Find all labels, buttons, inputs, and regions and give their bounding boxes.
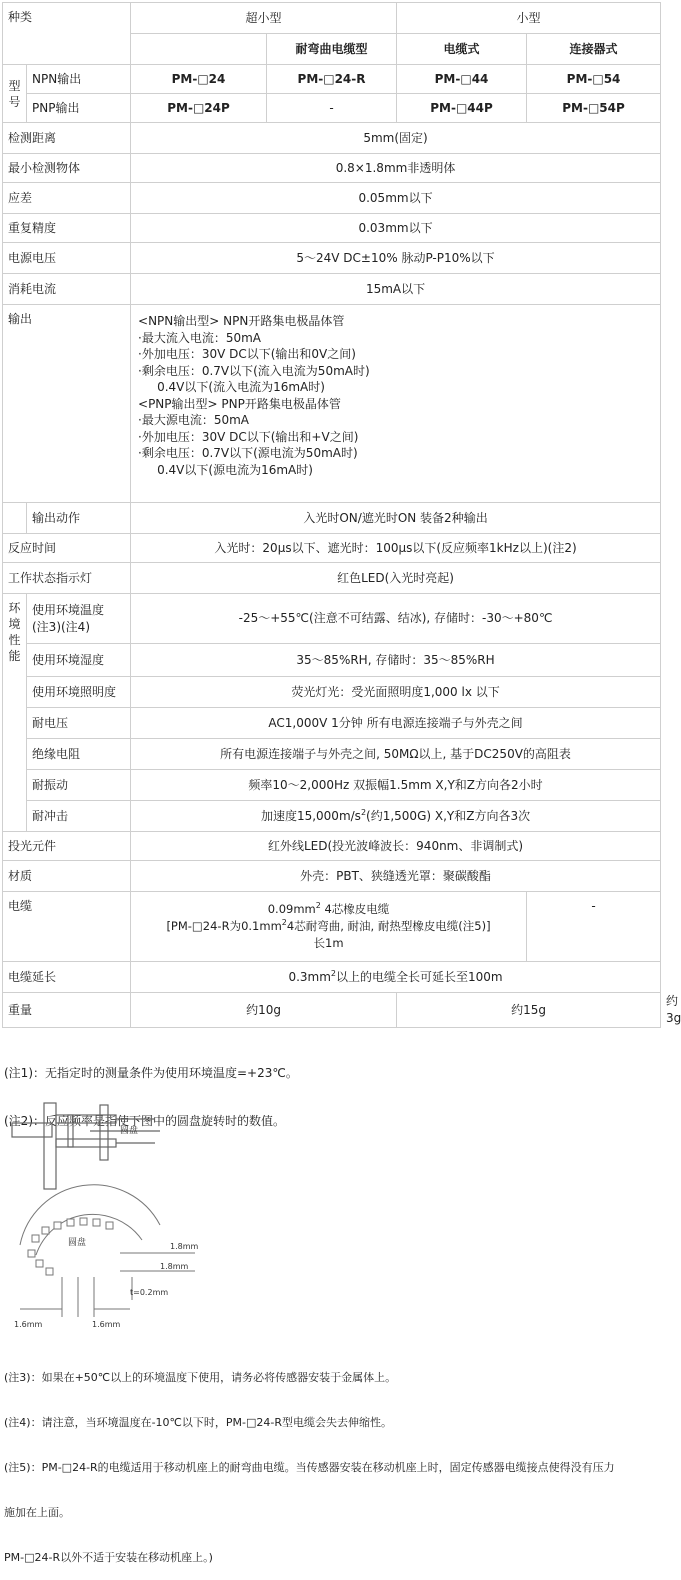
env-label: 环 境 性 能 [3,594,27,832]
model-npn-1: PM-□24 [131,65,267,94]
emitter-value: 红外线LED(投光波峰波长：940nm、非调制式) [131,832,661,861]
current-value: 15mA以下 [131,274,661,305]
dim-4: 1.6mm [14,1320,43,1329]
emitter-label: 投光元件 [3,832,131,861]
cable-value: $0.09mm^2$ 4芯橡皮电缆 [PM-□24-R为$0.1mm^24$芯耐弯曲, 耐油, 耐热型橡皮电缆(注5)] 长1m [131,892,527,962]
sensor-side-diagram [10,1075,220,1195]
illuminance-value: 荧光灯光：受光面照明度1,000 lx 以下 [131,677,661,708]
bend-cable-header: 耐弯曲电缆型 [267,34,397,65]
pnp-label: PNP输出 [27,94,131,123]
model-pnp-2: - [267,94,397,123]
material-value: 外壳：PBT、狭缝透光罩：聚碳酸酯 [131,861,661,892]
model-pnp-4: PM-□54P [527,94,661,123]
response-value: 入光时：20μs以下、遮光时：100μs以下(反应频率1kHz以上)(注2) [131,534,661,563]
repeatability-value: 0.03mm以下 [131,214,661,243]
min-object-value: 0.8×1.8mm非透明体 [131,154,661,183]
note-5-end: PM-□24-R以外不适于安装在移动机座上。) [4,1551,213,1564]
sensing-distance-value: 5mm(固定) [131,123,661,154]
extension-label: 电缆延长 [3,962,131,993]
hysteresis-label: 应差 [3,183,131,214]
kind-header: 种类 [3,3,131,65]
weight-ultra-small: 约10g [131,993,397,1028]
withstand-value: AC1,000V 1分钟 所有电源连接端子与外壳之间 [131,708,661,739]
npn-label: NPN输出 [27,65,131,94]
insulation-value: 所有电源连接端子与外壳之间, 50MΩ以上, 基于DC250V的高阻表 [131,739,661,770]
humidity-value: 35～85%RH, 存储时：35～85%RH [131,644,661,677]
hysteresis-value: 0.05mm以下 [131,183,661,214]
note-5-cont: 施加在上面。 [4,1506,70,1519]
cable-other: - [527,892,661,962]
withstand-label: 耐电压 [27,708,131,739]
material-label: 材质 [3,861,131,892]
note-2: (注2)：反应频率是指使下图中的圆盘旋转时的数值。 [4,1114,286,1128]
extension-value: $0.3mm^2$以上的电缆全长可延长至100m [131,962,661,993]
note-1: (注1)：无指定时的测量条件为使用环境温度=+23℃。 [4,1066,298,1080]
notes-bottom [4,1340,660,1580]
dim-1: 1.8mm [170,1242,199,1251]
disk-label-1: 圆盘 [120,1126,139,1136]
shock-label: 耐冲击 [27,801,131,832]
supply-voltage-label: 电源电压 [3,243,131,274]
note-4: (注4)：请注意，当环境温度在-10℃以下时，PM-□24-R型电缆会失去伸缩性。 [4,1416,392,1429]
spec-table: 种类 超小型 小型 耐弯曲电缆型 电缆式 连接器式 型 号 NPN输出 PM-□24 PM-□24-R PM-□44 PM-□54 PNP输出 PM-□24P - PM-□44P PM-□54P 检测距离 5mm(固定) 最小检测物体 0.8×1.8mm非透明体 应差 0.05mm以下 重复精度 0.03mm以下 电源电压 5～24V DC±10% 脉动P-P10%以下 消耗电流 15mA以下 输出 <NPN输出型> NPN开路集电极晶体管 ·最大流入电流：50mA ·外加电压：30V DC以下(输出和0V之间) ·剩余电压：0.7V以下(流入电流为50mA时) 0.4V以下(流入电流为16mA时) <PNP输出型> PNP开路集电极晶体管 ·最大源电流：50mA ·外加电压：30V DC以下(输出和+V之间) ·剩余电压：0.7V以下(源电流为50mA时) 0.4V以下(源电流为16mA时) 输出动作 入光时ON/遮光时ON 装备2种输出 反应时间 入光时：20μs以下、遮光时：100μs以下(反应频率1kHz以上)(注2) 工作状态指示灯 红色LED(入光时亮起) 环 境 性 能 使用环境温度 (注3)(注4) -25～+55℃(注意不可结露、结冰), 存储时：-30～+80℃ 使用环境湿度 35～85%RH, 存储时：35～85%RH 使用环境照明度 荧光灯光：受光面照明度1,000 lx 以下 耐电压 AC1,000V 1分钟 所有电源连接端子与外壳之间 绝缘电阻 所有电源连接端子与外壳之间, 50MΩ以上, 基于DC250V的高阻表 耐振动 频率10～2,000Hz 双振幅1.5mm X,Y和Z方向各2小时 耐冲击 加速度$15,000m/s^2$(约1,500G) X,Y和Z方向各3次 投光元件 红外线LED(投光波峰波长：940nm、非调制式) 材质 外壳：PBT、狭缝透光罩：聚碳酸酯 电缆 $0.09mm^2$ 4芯橡皮电缆 [PM-□24-R为$0.1mm^24$芯耐弯曲, 耐油, 耐热型橡皮电缆(注5)] 长1m - 电缆延长 $0.3mm^2$以上的电缆全长可延长至100m 重量 约10g 约15g 约3g [2,2,661,1028]
temp-label: 使用环境温度 (注3)(注4) [27,594,131,644]
supply-voltage-value: 5～24V DC±10% 脉动P-P10%以下 [131,243,661,274]
cable-header: 电缆式 [397,34,527,65]
weight-small: 约15g [397,993,661,1028]
illuminance-label: 使用环境照明度 [27,677,131,708]
dim-2: 1.8mm [160,1262,189,1271]
sensing-distance-label: 检测距离 [3,123,131,154]
model-npn-4: PM-□54 [527,65,661,94]
output-action-value: 入光时ON/遮光时ON 装备2种输出 [131,503,661,534]
indicator-value: 红色LED(入光时亮起) [131,563,661,594]
connector-header: 连接器式 [527,34,661,65]
output-action-label: 输出动作 [27,503,131,534]
temp-value: -25～+55℃(注意不可结露、结冰), 存储时：-30～+80℃ [131,594,661,644]
humidity-label: 使用环境湿度 [27,644,131,677]
dim-5: 1.6mm [92,1320,121,1329]
model-pnp-1: PM-□24P [131,94,267,123]
ultra-small-header: 超小型 [131,3,397,34]
note-5: (注5)：PM-□24-R的电缆适用于移动机座上的耐弯曲电缆。当传感器安装在移动机座上时，固定传感器电缆接点使得没有压力 [4,1461,615,1474]
insulation-label: 绝缘电阻 [27,739,131,770]
output-label: 输出 [3,305,131,503]
vibration-label: 耐振动 [27,770,131,801]
model-pnp-3: PM-□44P [397,94,527,123]
model-npn-2: PM-□24-R [267,65,397,94]
dim-3: t=0.2mm [130,1288,169,1297]
repeatability-label: 重复精度 [3,214,131,243]
min-object-label: 最小检测物体 [3,154,131,183]
shock-value: 加速度$15,000m/s^2$(约1,500G) X,Y和Z方向各3次 [131,801,661,832]
small-header: 小型 [397,3,661,34]
note-3: (注3)：如果在+50℃以上的环境温度下使用，请务必将传感器安装于金属体上。 [4,1371,397,1384]
output-value [131,305,661,503]
disk-diagram [10,1205,210,1335]
current-label: 消耗电流 [3,274,131,305]
disk-label-2: 圆盘 [68,1238,87,1248]
response-label: 反应时间 [3,534,131,563]
vibration-value: 频率10～2,000Hz 双振幅1.5mm X,Y和Z方向各2小时 [131,770,661,801]
model-label: 型 号 [3,65,27,123]
cable-label: 电缆 [3,892,131,962]
output-lines: <NPN输出型> NPN开路集电极晶体管 ·最大流入电流：50mA ·外加电压：30V DC以下(输出和0V之间) ·剩余电压：0.7V以下(流入电流为50mA时) 0.4V以下(流入电流为16mA时) <PNP输出型> PNP开路集电极晶体管 ·最大源电流：50mA ·外加电压：30V DC以下(输出和+V之间) ·剩余电压：0.7V以下(源电流为50mA时) 0.4V以下(源电流为16mA时) [138,314,370,477]
weight-label: 重量 [3,993,131,1028]
indicator-label: 工作状态指示灯 [3,563,131,594]
model-npn-3: PM-□44 [397,65,527,94]
